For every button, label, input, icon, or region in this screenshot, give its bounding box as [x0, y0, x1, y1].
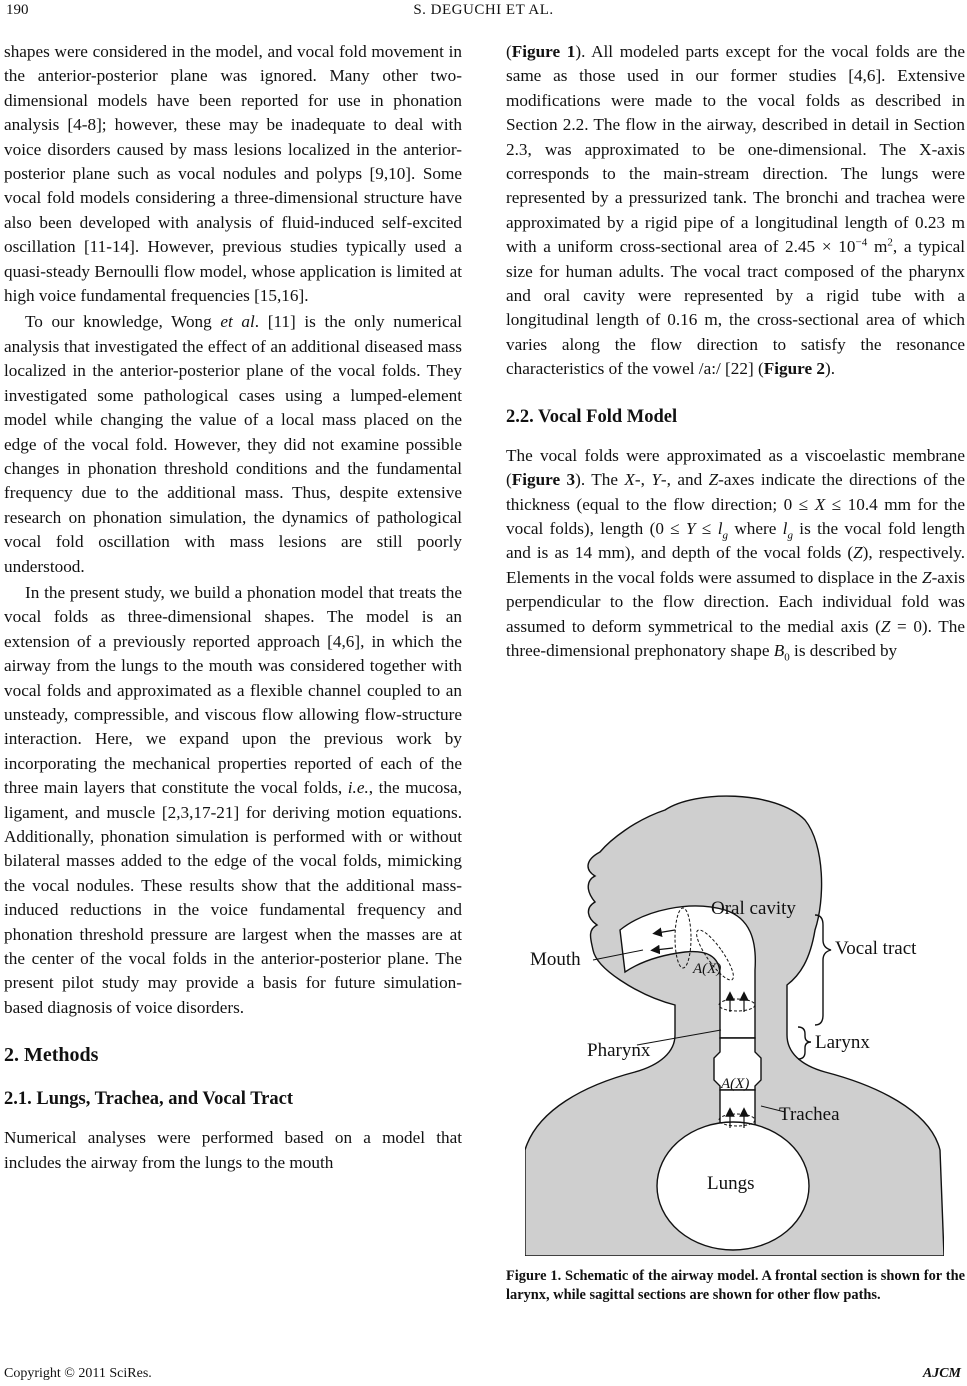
left-column [4, 40, 462, 1175]
text: m [867, 237, 888, 257]
paragraph: Numerical analyses were performed based on a model that includes the airway from the lungs to the mouth [4, 1128, 462, 1172]
math-var: Z [922, 567, 932, 587]
label-oral-cavity: Oral cavity [711, 898, 796, 919]
subscript: g [722, 529, 728, 542]
airway-schematic [525, 790, 944, 1256]
text: -axes indicate the directions of the thickness (equal to the flow direction; 0 ≤ [506, 470, 965, 514]
text: ≤ 10.4 mm for the vocal folds), length (0 ≤ [506, 494, 966, 538]
label-ax-upper: A(X) [693, 961, 722, 977]
text-italic: et al [220, 312, 255, 332]
text: To our knowledge, Wong [25, 312, 221, 332]
figure-caption: Figure 1. Schematic of the airway model. A frontal section is shown for the larynx, while sagittal sections are shown for other flow paths. [506, 1268, 965, 1303]
math-var: X [624, 470, 635, 490]
math-var: X [814, 494, 826, 514]
paragraph [506, 40, 965, 382]
text: The vocal folds were approximated as a viscoelastic membrane ( [506, 445, 965, 490]
paragraph [4, 581, 462, 1020]
section-heading: 2. Methods [4, 1044, 99, 1067]
subsection-heading: 2.1. Lungs, Trachea, and Vocal Tract [4, 1089, 294, 1110]
label-vocal-tract: Vocal tract [835, 938, 917, 959]
math-var: Z [853, 543, 863, 563]
paragraph [506, 444, 965, 664]
text: where [728, 518, 783, 538]
label-ax-lower: A(X) [721, 1076, 750, 1092]
journal-abbreviation: AJCM [922, 1366, 961, 1381]
airway-model-figure [525, 790, 944, 1256]
text: , the mucosa, ligament, and muscle [2,3,17-21] for deriving motion equations. Additionally, phonation simulation is performed with or without bilateral masses added to the edge of the vocal folds, mimicking the vocal nodules. These results show that the additional mass-induced reductions in the voice fundamental frequency and phonation threshold pressure are largest when the masses are at the center of the vocal folds in the anterior-posterior plane. The present pilot study may provide a basis for future simulation-based diagnosis of voice disorders. [4, 778, 462, 1017]
subscript: g [787, 529, 793, 542]
larynx-brace [798, 1027, 811, 1059]
text: ( [506, 42, 512, 61]
paragraph [4, 310, 462, 578]
figure-ref: Figure 2 [763, 359, 825, 379]
right-column [506, 40, 965, 663]
text: ). The [575, 470, 625, 490]
label-trachea: Trachea [779, 1104, 840, 1125]
text: -axis perpendicular to the flow direction. Each individual fold was assumed to deform symmetrical to the medial axis ( [506, 567, 965, 636]
subscript: 0 [784, 651, 790, 664]
text: , a typical size for human adults. The vocal tract composed of the pharynx and oral cavity were represented by a rigid tube with a longitudinal length of 0.16 m, the cross-sectional area of which varies along the flow direction to satisfy the resonance characteristics of the vowel /a:/ [22] ( [506, 237, 966, 379]
figure-ref: Figure 1 [511, 42, 576, 61]
paragraph: shapes were considered in the model, and vocal fold movement in the anterior-posterior plane was ignored. Many other two-dimensional models have been reported for use in phonation analysis [4-8]; however, these may be inadequate to deal with voice disorders caused by mass lesions localized in the anterior-posterior plane such as vocal nodules and polyps [9,10]. Some vocal fold models considering a three-dimensional structure have also been developed with analysis of fluid-induced self-excited oscillation [11-14]. However, previous studies typically used a quasi-steady Bernoulli flow model, whose application is limited at high voice fundamental frequencies [15,16]. [4, 42, 462, 306]
text: = 0). The three-dimensional prephonatory shape [506, 616, 966, 660]
text-italic: i.e. [347, 778, 369, 798]
math-var: l [717, 518, 723, 538]
subsection-heading: 2.2. Vocal Fold Model [506, 406, 678, 427]
vocal-tract-brace [815, 915, 831, 1025]
text: -, [634, 470, 652, 490]
text: ). [824, 359, 836, 379]
math-var: Z [880, 616, 891, 636]
page-number: 190 [6, 2, 29, 18]
text: is described by [789, 640, 898, 660]
math-var: Y [686, 518, 696, 538]
text: -, and [660, 470, 709, 490]
text: ), respectively. Elements in the vocal folds were assumed to displace in the [506, 543, 965, 587]
running-title: S. DEGUCHI ET AL. [413, 2, 554, 18]
figure-ref: Figure 3 [511, 470, 576, 490]
text: In the present study, we build a phonation model that treats the vocal folds as three-dimensional shapes. The model is an extension of a previously reported approach [4,6], in which the airway from the lungs to the mouth was considered together with vocal folds and approximated as a flexible channel coupled to an unsteady, compressible, and viscous flow allowing flow-structure interaction. Here, we expand upon the previous work by incorporating the mechanical properties reported of each of the three main layers that constitute the vocal folds, [4, 582, 462, 798]
text: is the vocal fold length and is as 14 mm), and depth of the vocal folds ( [506, 518, 965, 563]
math-var: Y [651, 470, 661, 490]
label-lungs: Lungs [707, 1173, 755, 1194]
copyright: Copyright © 2011 SciRes. [4, 1366, 152, 1381]
text: ). All modeled parts except for the vocal folds are the same as those used in our former studies [4,6]. Extensive modifications were made to the vocal folds as described in Section 2.2. The flow in the airway, described in detail in Section 2.3, was approximated to be one-dimensional. The X-axis corresponds to the main-stream direction. The lungs were represented by a pressurized tank. The bronchi and trachea were approximated by a rigid pipe of a longitudinal length of 0.23 m with a uniform cross-sectional area of 2.45 × 10 [506, 42, 965, 257]
math-var: l [782, 518, 788, 538]
label-mouth: Mouth [530, 949, 581, 970]
label-larynx: Larynx [815, 1032, 870, 1053]
text: . [11] is the only numerical analysis that investigated the effect of an additional diseased mass localized in the anterior-posterior plane of the vocal folds. They investigated some pathological cases using a lumped-element model while changing the value of a local mass placed on the edge of the vocal fold. However, they did not examine possible changes in phonation threshold conditions and the fundamental frequency due to the additional mass. Thus, despite extensive research on phonation simulation, the dynamics of pathological vocal fold oscillation with mass lesions are still poorly understood. [4, 312, 462, 576]
superscript: −4 [855, 236, 868, 249]
math-var: Z [708, 470, 719, 490]
text: ≤ [695, 518, 718, 538]
label-pharynx: Pharynx [587, 1040, 651, 1061]
math-var: B [773, 640, 785, 660]
superscript: 2 [887, 236, 893, 249]
